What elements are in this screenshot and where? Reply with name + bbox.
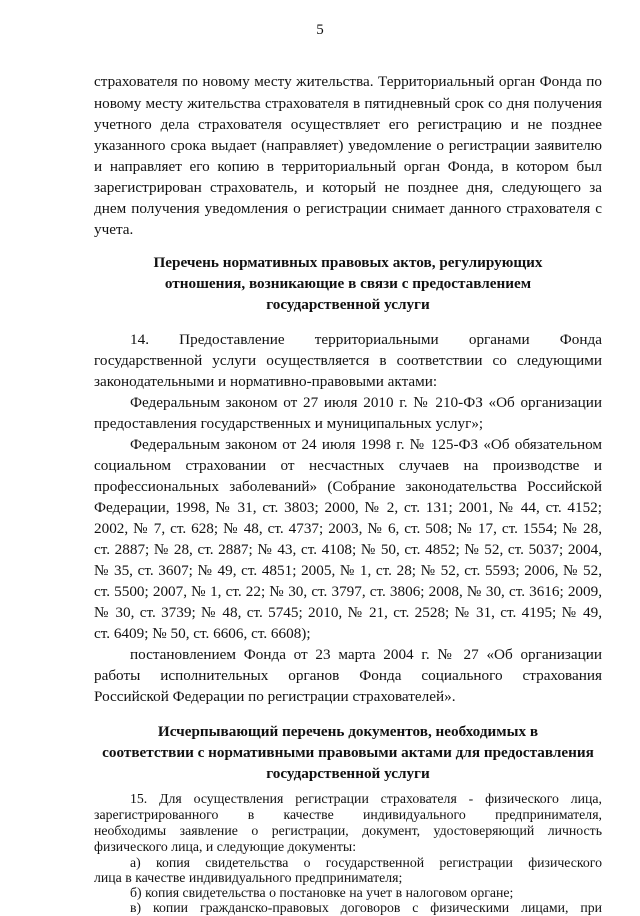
text-line: работы исполнительных органов Фонда социального страхования [94,667,602,684]
text-line: Федерации, 1998, № 31, ст. 3803; 2000, № 2, ст. 131; 2001, № 44, ст. 4152; [94,499,602,516]
text-line: социальном страховании от несчастных случаев на производстве и [94,457,602,474]
text-line: № 35, ст. 3607; № 49, ст. 4851; 2005, № 1, ст. 28; № 52, ст. 5593; 2006, № 52, [94,562,602,579]
section-heading: Исчерпывающий перечень документов, необходимых в [157,723,539,740]
text-line: необходимы заявление о регистрации, документ, удостоверяющий личность [94,823,602,838]
text-line: зарегистрированного в качестве индивидуального предпринимателя, [94,807,602,822]
text-line: б) копия свидетельства о постановке на учет в налоговом органе; [130,885,514,900]
text-line: Российской Федерации по регистрации страхователей». [94,688,456,705]
text-line: государственной услуги осуществляется в соответствии со следующими [94,352,602,369]
text-line: указанного срока выдает (направляет) уведомление о регистрации заявителю [94,137,602,154]
text-line: ст. 2887; № 28, ст. 2887; № 43, ст. 4108; № 50, ст. 4852; № 52, ст. 5037; 2004, [94,541,602,558]
text-line: физического лица, и следующие документы: [94,839,357,854]
text-line: новому месту жительства страхователя в пятидневный срок со дня получения [94,95,602,112]
text-line: Федеральным законом от 24 июля 1998 г. № 125-ФЗ «Об обязательном [130,436,602,453]
text-line: ст. 5500; 2007, № 1, ст. 22; № 30, ст. 3797, ст. 3806; 2008, № 30, ст. 3616; 2009, [94,583,602,600]
text-line [94,904,602,905]
section-heading: государственной услуги [266,296,430,313]
section-heading: государственной услуги [266,765,430,782]
text-line: а) копия свидетельства о государственной регистрации физического [130,855,602,870]
section-heading: Перечень нормативных правовых актов, регулирующих [153,254,543,271]
text-line: в) копии гражданско-правовых договоров с физическими лицами, при [130,900,602,915]
text-line: Федеральным законом от 27 июля 2010 г. № 210-ФЗ «Об организации [130,394,602,411]
text-line: учетного дела страхователя осуществляет его регистрацию и не позднее [94,116,602,133]
text-line: № 30, ст. 3739; № 48, ст. 5745; 2010, № 21, ст. 2528; № 31, ст. 4195; № 49, [94,604,602,621]
text-line: ст. 6409; № 50, ст. 6606, ст. 6608); [94,625,311,642]
section-heading: соответствии с нормативными правовыми актами для предоставления [102,744,594,761]
text-line: страхователя по новому месту жительства. Территориальный орган Фонда по [94,73,602,90]
text-line: законодательными и нормативно-правовыми актами: [94,373,438,390]
text-line: зарегистрирован страхователь, и который не позднее дня, следующего за [94,179,602,196]
text-line: учета. [94,221,134,238]
section-heading: отношения, возникающие в связи с предоставлением [164,275,532,292]
text-line: и направляет его копию в территориальный орган Фонда, в котором был [94,158,602,175]
text-line: постановлением Фонда от 23 марта 2004 г. № 27 «Об организации [130,646,602,663]
text-line: 2002, № 7, ст. 628; № 48, ст. 4737; 2003, № 6, ст. 508; № 17, ст. 1554; № 28, [94,520,602,537]
text-line: днем получения уведомления о регистрации снимает данного страхователя с [94,200,602,217]
page-number: 5 [316,22,324,38]
text-line: 14. Предоставление территориальными органами Фонда [130,331,602,348]
text-line: профессиональных заболеваний» (Собрание законодательства Российской [94,478,602,495]
text-line: лица в качестве индивидуального предпринимателя; [94,870,403,885]
text-line: предоставления государственных и муниципальных услуг»; [94,415,484,432]
text-line: 15. Для осуществления регистрации страхователя - физического лица, [130,791,602,806]
